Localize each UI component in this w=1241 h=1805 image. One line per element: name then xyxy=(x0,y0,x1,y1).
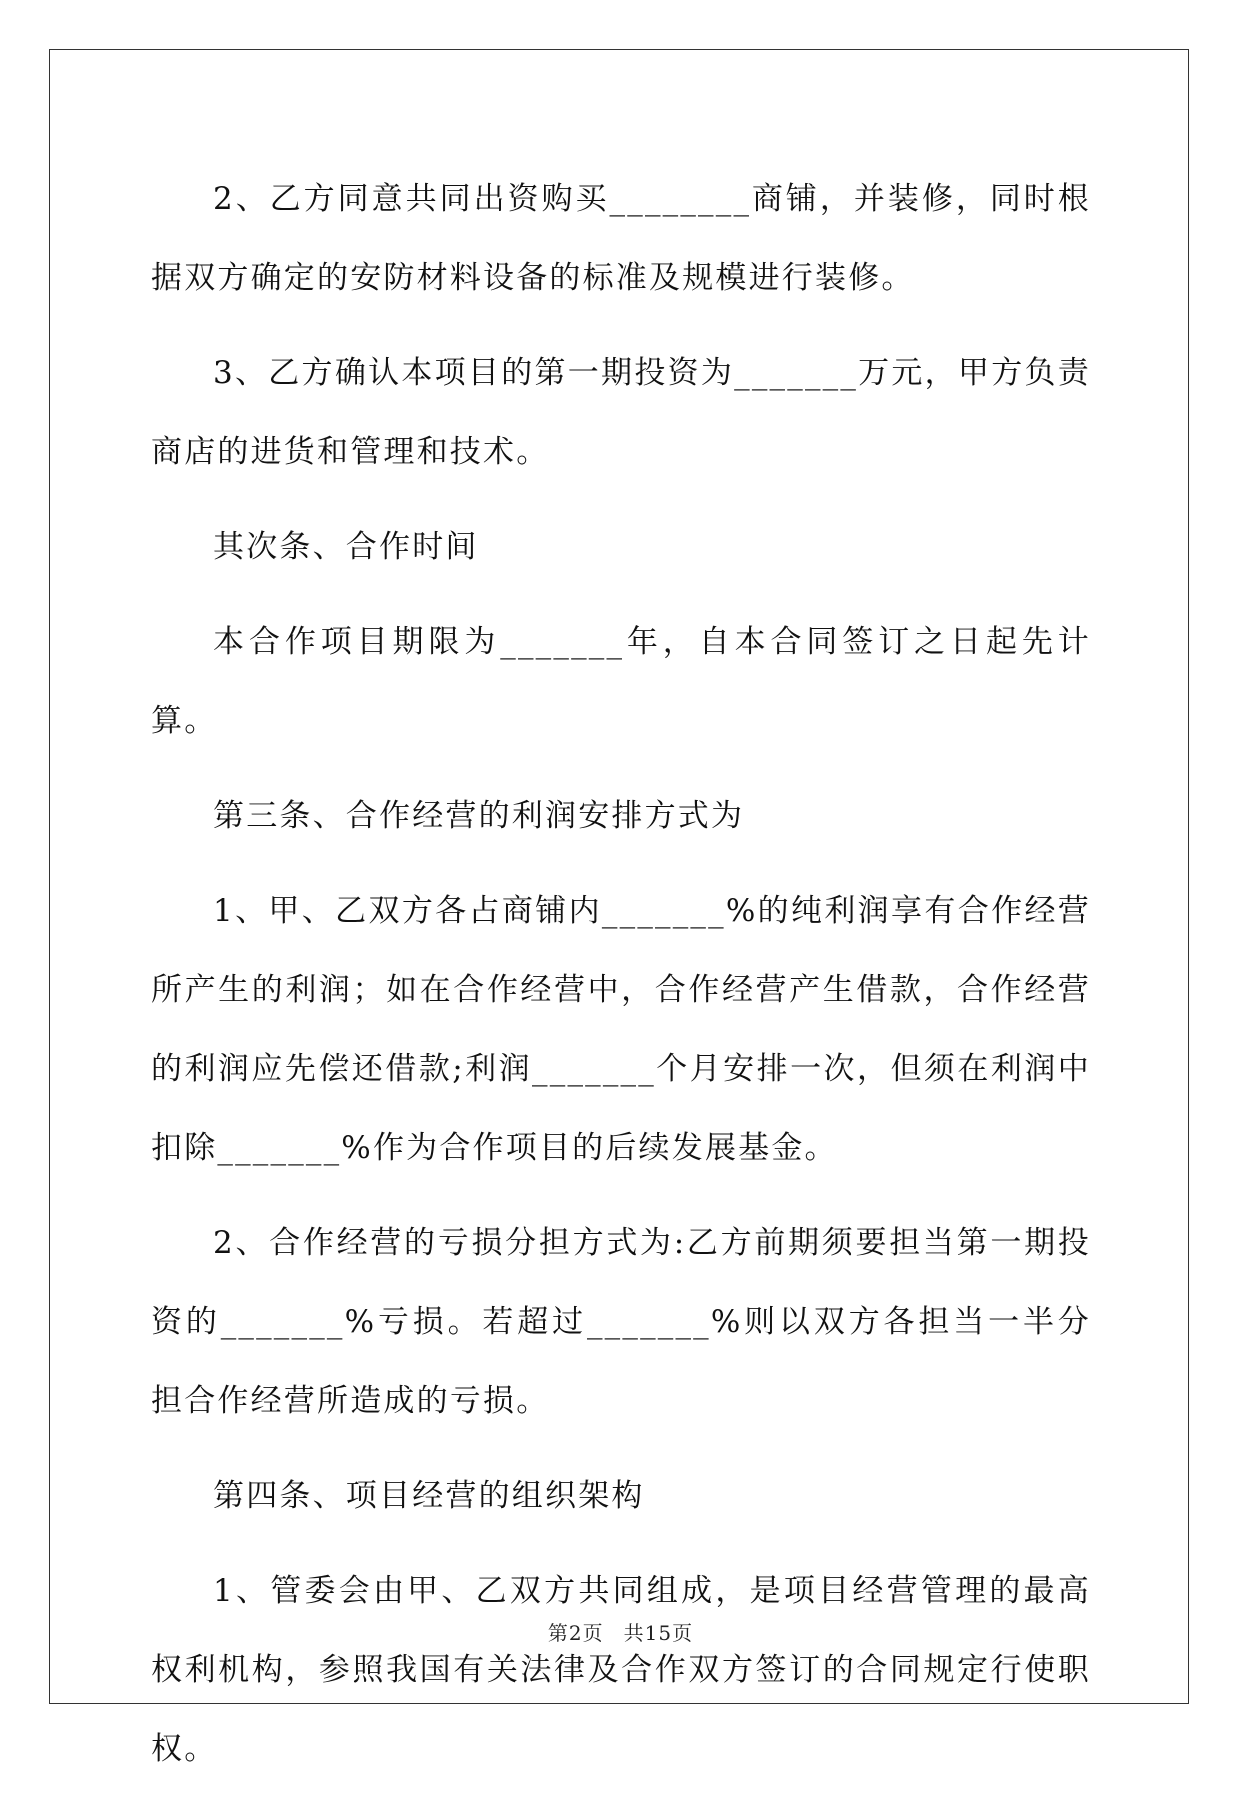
clause-3-investment: 3、乙方确认本项目的第一期投资为_______万元，甲方负责商店的进货和管理和技术。 xyxy=(151,355,1091,470)
profit-clause-1: 1、甲、乙双方各占商铺内_______%的纯利润享有合作经营所产生的利润；如在合作经营中，合作经营产生借款，合作经营的利润应先偿还借款;利润_______个月安排一次，但须在利润中扣除_______%作为合作项目的后续发展基金。 xyxy=(151,893,1091,1166)
heading-article-4: 第四条、项目经营的组织架构 xyxy=(213,1478,645,1514)
total-page-count: 共15页 xyxy=(623,1621,694,1645)
loss-clause-2: 2、合作经营的亏损分担方式为:乙方前期须要担当第一期投资的_______%亏损。若超过_______%则以双方各担当一半分担合作经营所造成的亏损。 xyxy=(151,1225,1091,1419)
page-footer xyxy=(0,1617,1241,1646)
current-page-number: 第2页 xyxy=(547,1621,604,1645)
heading-article-2: 其次条、合作时间 xyxy=(213,529,479,565)
management-clause-1: 1、管委会由甲、乙双方共同组成，是项目经营管理的最高权利机构，参照我国有关法律及合作双方签订的合同规定行使职权。 xyxy=(151,1573,1091,1767)
heading-article-3: 第三条、合作经营的利润安排方式为 xyxy=(213,798,745,834)
term-period: 本合作项目期限为_______年，自本合同签订之日起先计算。 xyxy=(151,624,1091,739)
clause-2-purchase: 2、乙方同意共同出资购买________商铺，并装修，同时根据双方确定的安防材料设备的标准及规模进行装修。 xyxy=(151,181,1091,296)
document-body xyxy=(151,160,1091,1805)
